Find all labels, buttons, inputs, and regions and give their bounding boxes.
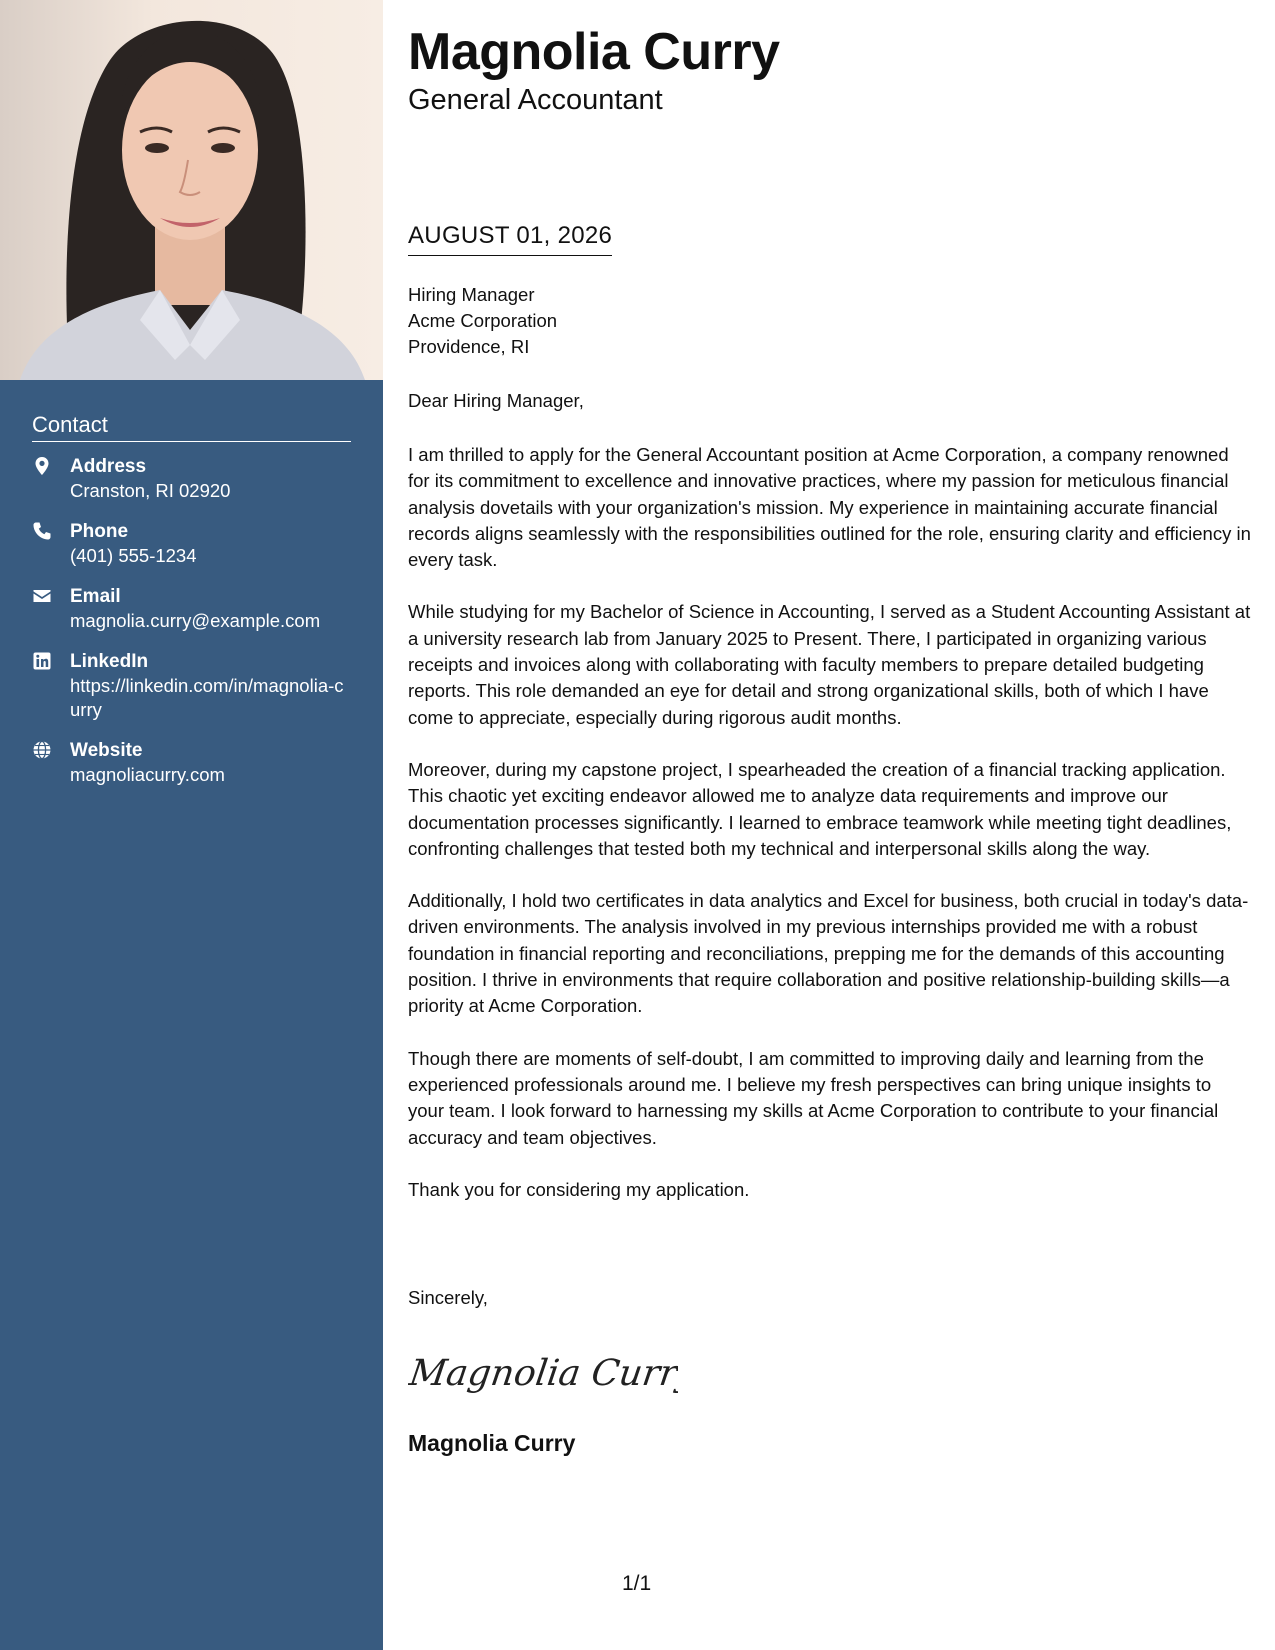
body-paragraph: I am thrilled to apply for the General Accountant position at Acme Corporation, a company renowned for its commitment to excellence and innovative practices, where my passion for meticulous financial analysis dovetails with your organization's mission. My experience in maintaining accurate financial records aligns seamlessly with the responsibilities outlined for the role, ensuring clarity and efficiency in every task.	[408, 444, 1251, 571]
website-link[interactable]: magnoliacurry.com	[70, 764, 225, 785]
recipient-block	[408, 282, 557, 360]
contact-section	[32, 412, 351, 803]
profile-photo	[0, 0, 383, 380]
globe-icon	[32, 738, 70, 787]
linkedin-icon	[32, 649, 70, 722]
body-paragraph: While studying for my Bachelor of Science in Accounting, I served as a Student Accounting Assistant at a university research lab from January 2025 to Present. There, I participated in organizing various receipts and invoices along with collaborating with faculty members to prepare detailed budgeting reports. This role demanded an eye for detail and strong organizational skills, both of which I have come to appreciate, especially during rigorous audit months.	[408, 601, 1251, 728]
contact-label: LinkedIn	[70, 651, 149, 672]
signature-script: Magnolia Curry	[408, 1351, 678, 1394]
contact-email	[32, 584, 351, 633]
job-title: General Accountant	[408, 84, 663, 116]
page-number: 1/1	[622, 1572, 652, 1595]
handwritten-signature	[408, 1343, 678, 1408]
letter-date: AUGUST 01, 2026	[408, 222, 612, 256]
sidebar	[0, 0, 383, 1650]
signer-name: Magnolia Curry	[408, 1430, 576, 1456]
contact-linkedin	[32, 649, 351, 722]
contact-value: (401) 555-1234	[70, 545, 197, 566]
body-paragraph: Though there are moments of self-doubt, I am committed to improving daily and learning from the experienced professionals around me. I believe my fresh perspectives can bring unique insights to your team. I look forward to harnessing my skills at Acme Corporation to contribute to your financial accuracy and team objectives.	[408, 1047, 1219, 1148]
linkedin-link[interactable]: https://linkedin.com/in/magnolia-curry	[70, 675, 344, 720]
recipient-line: Acme Corporation	[408, 310, 558, 331]
body-paragraph: Thank you for considering my application.	[408, 1178, 750, 1200]
contact-address	[32, 454, 351, 503]
applicant-name: Magnolia Curry	[408, 23, 780, 81]
contact-website	[32, 738, 351, 787]
map-pin-icon	[32, 454, 70, 503]
recipient-line: Hiring Manager	[408, 284, 535, 305]
recipient-line: Providence, RI	[408, 336, 530, 357]
contact-phone	[32, 519, 351, 568]
body-paragraph: Additionally, I hold two certificates in data analytics and Excel for business, both crucial in today's data-driven environments. The analysis involved in my previous internships provided me with a robust foundation in financial reporting and reconciliations, prepping me for the demands of this accounting position. I thrive in environments that require collaboration and positive relationship-building skills—a priority at Acme Corporation.	[408, 890, 1249, 1017]
contact-label: Email	[70, 586, 121, 607]
contact-label: Phone	[70, 521, 129, 542]
envelope-icon	[32, 584, 70, 633]
contact-label: Website	[70, 740, 143, 761]
closing: Sincerely,	[408, 1287, 488, 1308]
phone-icon	[32, 519, 70, 568]
salutation: Dear Hiring Manager,	[408, 390, 584, 411]
contact-value: Cranston, RI 02920	[70, 480, 231, 501]
body-paragraph: Moreover, during my capstone project, I spearheaded the creation of a financial tracking application. This chaotic yet exciting endeavor allowed me to analyze data requirements and improve our documentation processes significantly. I learned to embrace teamwork while meeting tight deadlines, confronting challenges that tested both my technical and interpersonal skills along the way.	[408, 758, 1232, 859]
contact-heading: Contact	[32, 412, 351, 442]
letter-body	[408, 442, 1251, 1229]
email-link[interactable]: magnolia.curry@example.com	[70, 610, 321, 631]
contact-label: Address	[70, 456, 147, 477]
